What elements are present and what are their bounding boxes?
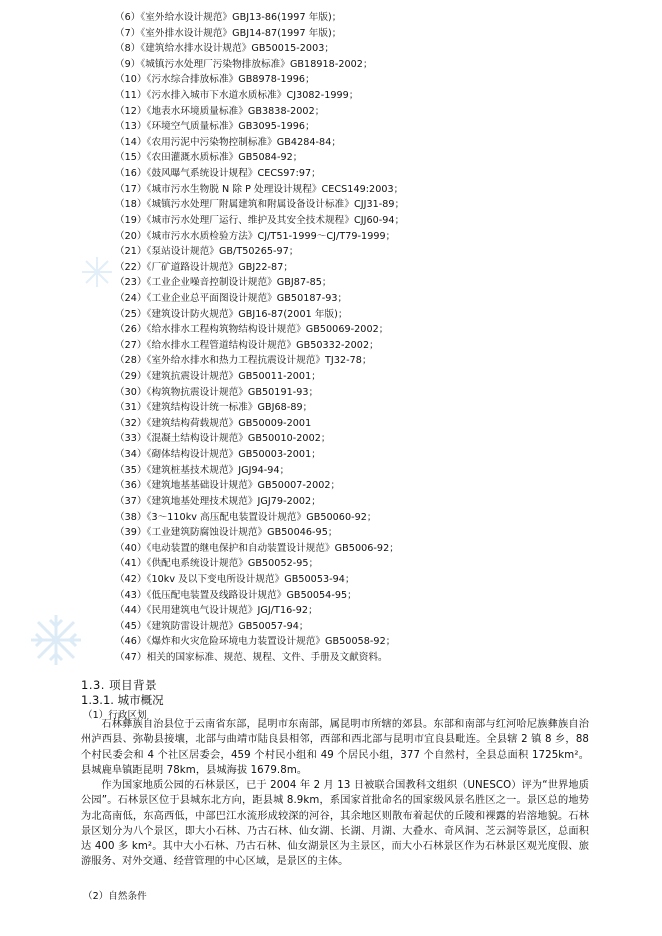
list-item: （36）《建筑地基基础设计规范》GB50007-2002； <box>115 480 341 492</box>
list-item: （27）《给水排水工程管道结构设计规范》GB50332-2002； <box>115 339 379 351</box>
subsection-heading: 1.3.1. 城市概况 <box>81 693 164 707</box>
list-item: （7）《室外排水设计规范》GBJ14-87(1997 年版)； <box>115 27 342 39</box>
paragraph-admin: 石林彝族自治县位于云南省东部，昆明市东南部，属昆明市所辖的郊县。东部和南部与红河哈尼族彝族自治州泸西县、弥勒县接壤，北部与曲靖市陆良县相邻，西部和西北部与昆明市宜良县毗连。全县辖 2 镇 8 乡，88 个村民委会和 4 个社区居委会，459 个村民小组和 49 个居民小组，377 个自然村，全县总面积 1725km²。县城鹿阜镇距昆明 78km，县城海拔 1679.8m。 <box>81 719 589 776</box>
list-item: （29）《建筑抗震设计规范》GB50011-2001； <box>115 371 321 383</box>
list-item: （10）《污水综合排放标准》GB8978-1996； <box>115 74 315 86</box>
list-item: （23）《工业企业噪音控制设计规范》GBJ87-85； <box>115 277 332 289</box>
list-item: （33）《混凝土结构设计规范》GB50010-2002； <box>115 433 331 445</box>
list-item: （45）《建筑防雷设计规范》GB50057-94； <box>115 620 309 632</box>
list-item: （47）相关的国家标准、规范、规程、文件、手册及文献资料。 <box>115 651 388 663</box>
standards-list <box>115 10 635 666</box>
list-item: （12）《地表水环境质量标准》GB3838-2002； <box>115 105 325 117</box>
snowflake-watermark-icon <box>28 612 84 668</box>
list-item: （41）《供配电系统设计规范》GB50052-95； <box>115 558 319 570</box>
list-item: （11）《污水排入城市下水道水质标准》CJ3082-1999； <box>115 90 359 102</box>
list-item: （46）《爆炸和火灾危险环境电力装置设计规范》GB50058-92； <box>115 636 396 648</box>
list-item: （14）《农用污泥中污染物控制标准》GB4284-84； <box>115 136 342 148</box>
list-item: （43）《低压配电装置及线路设计规范》GB50054-95； <box>115 589 357 601</box>
list-item: （6）《室外给水设计规范》GBJ13-86(1997 年版)； <box>115 12 342 23</box>
list-item: （35）《建筑桩基技术规范》JGJ94-94； <box>115 464 290 476</box>
list-item: （15）《农田灌溉水质标准》GB5084-92； <box>115 152 303 164</box>
list-item: （40）《电动装置的继电保护和自动装置设计规范》GB5006-92； <box>115 542 399 554</box>
list-item: （21）《泵站设计规范》GB/T50265-97； <box>115 246 299 258</box>
list-item: （39）《工业建筑防腐蚀设计规范》GB50046-95； <box>115 527 338 539</box>
list-item: （19）《城市污水处理厂运行、维护及其安全技术规程》CJJ60-94； <box>115 214 405 226</box>
list-item: （37）《建筑地基处理技术规范》JGJ79-2002； <box>115 495 321 507</box>
item-heading-nature: （2）自然条件 <box>83 891 147 902</box>
section-heading: 1.3. 项目背景 <box>81 678 158 692</box>
list-item: （9）《城镇污水处理厂污染物排放标准》GB18918-2002； <box>115 58 373 70</box>
item-heading-admin: （1）行政区划 <box>83 710 147 721</box>
list-item: （26）《给水排水工程构筑物结构设计规范》GB50069-2002； <box>115 324 389 336</box>
list-item: （38）《3～110kv 高压配电装置设计规范》GB50060-92； <box>115 511 377 523</box>
list-item: （24）《工业企业总平面图设计规范》GB50187-93； <box>115 292 348 304</box>
list-item: （22）《厂矿道路设计规范》GBJ22-87； <box>115 261 293 273</box>
list-item: （42）《10kv 及以下变电所设计规范》GB50053-94； <box>115 573 355 585</box>
list-item: （32）《建筑结构荷载规范》GB50009-2001 <box>115 417 312 429</box>
list-item: （30）《构筑物抗震设计规范》GB50191-93； <box>115 386 319 398</box>
list-item: （20）《城市污水水质检验方法》CJ/T51-1999～CJ/T79-1999； <box>115 230 396 242</box>
list-item: （16）《鼓风曝气系统设计规程》CECS97:97； <box>115 168 321 180</box>
list-item: （44）《民用建筑电气设计规范》JGJ/T16-92； <box>115 605 318 617</box>
list-item: （18）《城镇污水处理厂附属建筑和附属设备设计标准》CJJ31-89； <box>115 199 405 211</box>
list-item: （25）《建筑设计防火规范》GBJ16-87(2001 年版)； <box>115 308 348 320</box>
list-item: （28）《室外给水排水和热力工程抗震设计规范》TJ32-78； <box>115 355 372 367</box>
list-item: （34）《砌体结构设计规范》GB50003-2001； <box>115 449 321 461</box>
list-item: （17）《城市污水生物脱 N 除 P 处理设计规程》CECS149:2003； <box>115 183 404 195</box>
snowflake-watermark-icon <box>80 255 114 289</box>
list-item: （31）《建筑结构设计统一标准》GBJ68-89； <box>115 402 313 414</box>
list-item: （13）《环境空气质量标准》GB3095-1996； <box>115 121 315 133</box>
paragraph-stone-forest: 作为国家地质公园的石林景区，已于 2004 年 2 月 13 日被联合国教科文组织（UNESCO）评为“世界地质公园”。石林景区位于县城东北方向，距县城 8.9km，系国家首批命名的国家级风景名胜区之一。景区总的地势为北高南低，东高西低，中部巴江水流形成较深的河谷，其余地区则散布着起伏的丘陵和裸露的岩溶地貌。石林景区划分为八个景区，即大小石林、乃古石林、仙女湖、长湖、月湖、大叠水、奇风洞、芝云洞等景区，总面积达 400 多 km²。其中大小石林、乃古石林、仙女湖景区为主景区，而大小石林景区作为石林景区观光度假、旅游服务、对外交通、经营管理的中心区域，是景区的主体。 <box>81 780 589 868</box>
list-item: （8）《建筑给水排水设计规范》GB50015-2003； <box>115 43 335 55</box>
